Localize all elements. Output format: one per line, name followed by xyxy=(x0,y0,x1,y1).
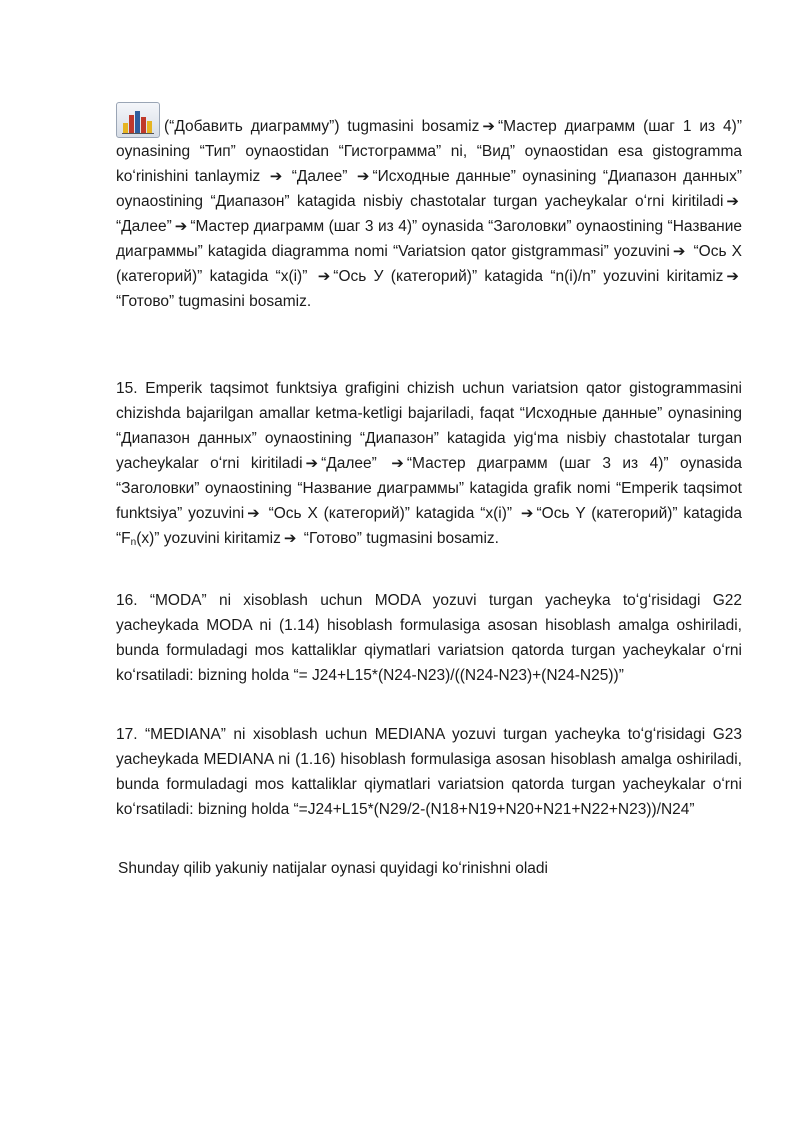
text: “Мастер диаграмм (шаг 3 из 4)” oynasida “Заголовки” oynaostining “Название диаграммы” katagida grafik nomi “Emperik taqsimot funktsiya” yozuvini xyxy=(116,455,742,522)
arrow-right-icon: ➔ xyxy=(247,504,260,522)
text: “Далее” xyxy=(291,168,348,185)
paragraph-16 xyxy=(116,588,742,688)
arrow-right-icon: ➔ xyxy=(269,167,283,185)
text: Shunday qilib yakuniy natijalar oynasi quyidagi koʻrinishni oladi xyxy=(118,860,548,877)
arrow-right-icon: ➔ xyxy=(305,454,319,472)
text: “Ось X (категорий)” katagida “x(i)” xyxy=(116,243,742,285)
arrow-right-icon: ➔ xyxy=(317,267,331,285)
arrow-right-icon: ➔ xyxy=(672,242,686,260)
text: “Мастер диаграмм (шаг 3 из 4)” oynasida “Заголовки” oynaostining “Название диаграммы” katagida diagramma nomi “Variatsion qator gistgrammasi” yozuvini xyxy=(116,218,742,260)
text: (x)” yozuvini kiritamiz xyxy=(136,530,281,547)
arrow-right-icon: ➔ xyxy=(520,504,534,522)
arrow-right-icon: ➔ xyxy=(726,267,739,285)
closing-sentence xyxy=(118,856,744,881)
text: 17. “MEDIANA” ni xisoblash uchun MEDIANA yozuvi turgan yacheyka toʻgʻrisidagi G23 yacheykada MEDIANA ni (1.16) hisoblash formulasiga asosan hisoblash amalga oshiriladi, bunda formuladagi mos kattaliklar qiymatlari variatsion qatorda turgan yacheykalar oʻrni koʻrsatiladi: bizning holda “=J24+L15*(N29/2-(N18+N19+N20+N21+N22+N23))/N24” xyxy=(116,726,742,818)
arrow-right-icon: ➔ xyxy=(726,192,739,210)
arrow-right-icon: ➔ xyxy=(391,454,404,472)
text: “Исходные данные” oynasining “Диапазон данных” oynaostining “Диапазон” katagida nisbiy chastotalar turgan yacheykalar oʻrni kiritiladi xyxy=(116,168,743,210)
arrow-right-icon: ➔ xyxy=(283,529,297,547)
arrow-right-icon: ➔ xyxy=(482,117,495,135)
paragraph-chart-wizard xyxy=(116,102,742,314)
text: “Готово” tugmasini bosamiz. xyxy=(116,293,312,310)
arrow-right-icon: ➔ xyxy=(356,167,370,185)
text: “Ось X (категорий)” katagida “x(i)” xyxy=(268,505,513,522)
text: “Далее” xyxy=(321,455,377,472)
text: “Ось Y (категорий)” katagida “F xyxy=(116,505,742,547)
text: (“Добавить диаграмму”) tugmasini bosamiz xyxy=(164,118,480,135)
text: “Готово” tugmasini bosamiz. xyxy=(303,530,499,547)
subscript: n xyxy=(130,537,137,548)
text: 16. “MODA” ni xisoblash uchun MODA yozuvi turgan yacheyka toʻgʻrisidagi G22 yacheykada MODA ni (1.14) hisoblash formulasiga asosan hisoblash amalga oshiriladi, bunda formuladagi mos kattaliklar qiymatlari variatsion qatorda turgan yacheykalar oʻrni koʻrsatiladi: bizning holda “= J24+L15*(N24-N23)/((N24-N23)+(N24-N25))” xyxy=(116,592,742,684)
text: 15. Emperik taqsimot funktsiya grafigini chizish uchun variatsion qator gistogrammasini chizishda bajarilgan amallar ketma-ketligi bajariladi, faqat “Исходные данные” oynasining “Диапазон данных” oynaostining “Диапазон” katagida yigʻma nisbiy chastotalar turgan yacheykalar oʻrni kiritiladi xyxy=(116,380,742,472)
paragraph-17 xyxy=(116,722,742,822)
paragraph-15 xyxy=(116,376,742,555)
text: “Далее” xyxy=(116,218,172,235)
arrow-right-icon: ➔ xyxy=(174,217,188,235)
text: “Мастер диаграмм (шаг 1 из 4)” oynasining “Тип” oynaostidan “Гистограмма” ni, “Вид” oynaostidan esa gistogramma koʻrinishini tanlaymiz xyxy=(116,118,742,185)
bar-chart-icon xyxy=(116,102,160,138)
text: “Ось У (категорий)” katagida “n(i)/n” yozuvini kiritamiz xyxy=(333,268,724,285)
